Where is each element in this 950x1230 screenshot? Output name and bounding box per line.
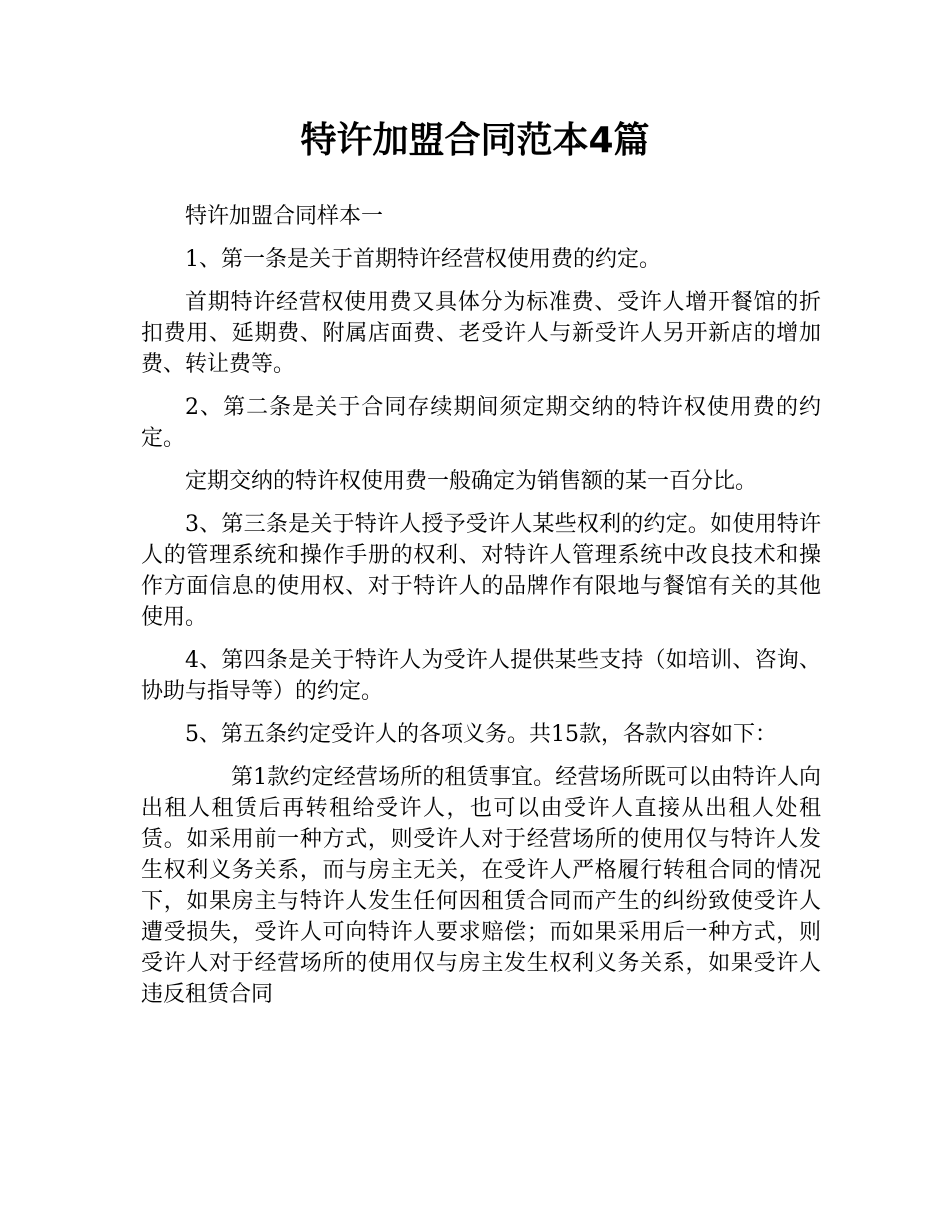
paragraph-article-4: 4、第四条是关于特许人为受许人提供某些支持（如培训、咨询、协助与指导等）的约定。 xyxy=(141,648,821,704)
paragraph-article-5: 5、第五条约定受许人的各项义务。共15款，各款内容如下： xyxy=(185,722,777,747)
document-title: 特许加盟合同范本4篇 xyxy=(300,120,650,161)
paragraph-subtitle: 特许加盟合同样本一 xyxy=(185,204,384,229)
paragraph-clause-1: 第1款约定经营场所的租赁事宜。经营场所既可以由特许人向出租人租赁后再转租给受许人，也可以由受许人直接从出租人处租赁。如采用前一种方式，则受许人对于经营场所的使用仅与特许人发生权利义务关系，而与房主无关，在受许人严格履行转租合同的情况下，如果房主与特许人发生任何因租赁合同而产生的纠纷致使受许人遭受损失，受许人可向特许人要求赔偿；而如果采用后一种方式，则受许人对于经营场所的使用仅与房主发生权利义务关系，如果受许人违反租赁合同 xyxy=(141,765,821,1007)
paragraph-article-3: 3、第三条是关于特许人授予受许人某些权利的约定。如使用特许人的管理系统和操作手册的权利、对特许人管理系统中改良技术和操作方面信息的使用权、对于特许人的品牌作有限地与餐馆有关的其他使用。 xyxy=(141,512,821,630)
document-body xyxy=(141,201,821,1022)
paragraph-royalty-detail: 定期交纳的特许权使用费一般确定为销售额的某一百分比。 xyxy=(185,469,758,494)
paragraph-article-1: 1、第一条是关于首期特许经营权使用费的约定。 xyxy=(185,247,661,272)
paragraph-initial-fee-detail: 首期特许经营权使用费又具体分为标准费、受许人增开餐馆的折扣费用、延期费、附属店面费、老受许人与新受许人另开新店的增加费、转让费等。 xyxy=(141,290,821,377)
paragraph-article-2: 2、第二条是关于合同存续期间须定期交纳的特许权使用费的约定。 xyxy=(141,395,821,451)
